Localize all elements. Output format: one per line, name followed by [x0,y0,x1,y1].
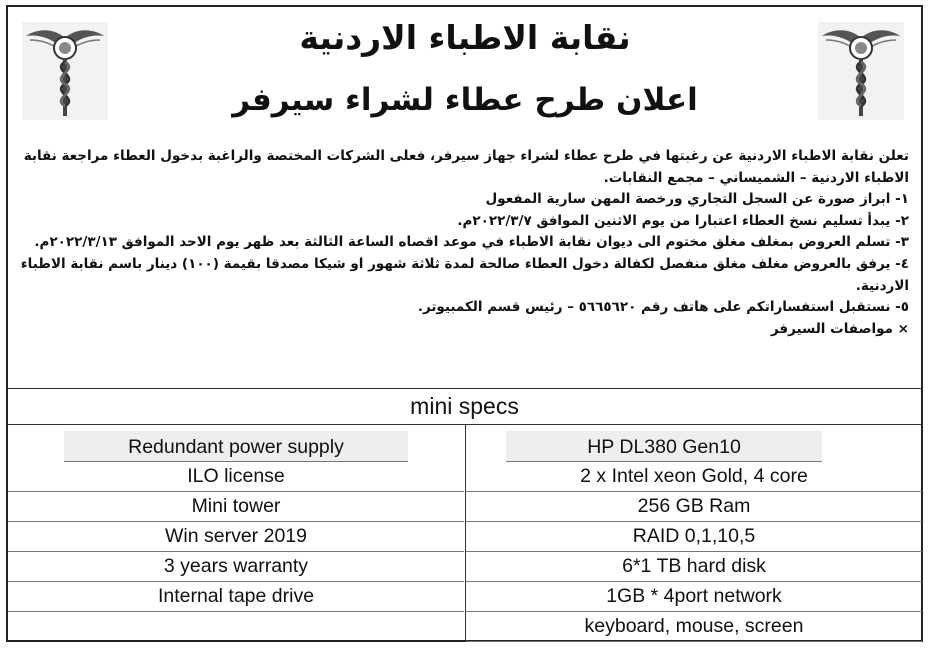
condition-item-2: ٢- يبدأ تسليم نسخ العطاء اعتبارا من يوم الاثنين الموافق ٢٠٢٢/٣/٧م. [457,212,909,229]
announcement-body [12,146,909,340]
announcement-subtitle: اعلان طرح عطاء لشراء سيرفر [232,82,698,118]
condition-item-3: ٣- تسلم العروض بمغلف مغلق مختوم الى ديوان نقابة الاطباء في موعد اقصاه الساعة الثالثة بعد ظهر يوم الاحد الموافق ٢٠٢٢/٣/١٣م. [34,234,909,251]
specs-left-column [8,425,464,612]
spec-cell: 3 years warranty [8,552,464,582]
announcement-title: نقابة الاطباء الاردنية [299,18,631,57]
spec-cell: 256 GB Ram [466,492,922,522]
spec-cell: 6*1 TB hard disk [466,552,922,582]
intro-paragraph: تعلن نقابة الاطباء الاردنية عن رغبتها في طرح عطاء لشراء جهاز سيرفر، فعلى الشركات المختصة والراغبة بدخول العطاء مراجعة نقابة الاطباء الاردنية – الشميساني – مجمع النقابات. [23,148,909,186]
spec-cell: HP DL380 Gen10 [506,431,822,462]
spec-cell: Mini tower [8,492,464,522]
spec-cell: 1GB * 4port network [466,582,922,612]
spec-cell: 2 x Intel xeon Gold, 4 core [466,462,922,492]
spec-cell: ILO license [8,462,464,492]
spec-cell: keyboard, mouse, screen [466,612,922,642]
spec-cell: RAID 0,1,10,5 [466,522,922,552]
spec-cell: Internal tape drive [8,582,464,612]
specs-right-column [465,425,922,640]
condition-item-1: ١- ابراز صورة عن السجل التجاري ورخصة المهن سارية المفعول [485,191,909,208]
specs-title: mini specs [8,388,921,425]
condition-item-5: ٥- نستقبل استفساراتكم على هاتف رقم ٥٦٦٥٦٢٠ – رئيس قسم الكمبيوتر. [417,299,909,316]
condition-item-4: ٤- يرفق بالعروض مغلف مغلق منفصل لكفالة دخول العطاء صالحة لمدة ثلاثة شهور او شيكا مصدقا بقيمة (١٠٠) دينار باسم نقابة الاطباء الاردنية. [20,255,909,294]
specs-table [8,388,921,640]
specs-heading: × مواصفات السيرفر [770,320,909,337]
caduceus-emblem-icon [818,22,904,120]
spec-cell: Redundant power supply [64,431,408,462]
spec-cell: Win server 2019 [8,522,464,552]
caduceus-emblem-icon [22,22,108,120]
